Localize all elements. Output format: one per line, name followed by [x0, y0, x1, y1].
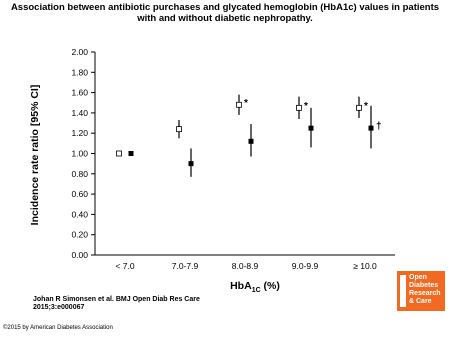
- y-tick-label: 1.80: [71, 67, 88, 78]
- x-tick-label: ≥ 10.0: [353, 261, 377, 271]
- logo-line: Diabetes: [409, 282, 439, 289]
- data-point-filled: [129, 151, 134, 156]
- chart-axes: [71, 47, 395, 271]
- y-tick-label: 1.40: [71, 107, 88, 118]
- y-tick-label: 1.00: [71, 148, 88, 159]
- significance-marker: *: [244, 97, 248, 109]
- citation-line-2: 2015;3:e000067: [33, 304, 85, 311]
- data-point-filled: [309, 126, 314, 131]
- chart-title: Association between antibiotic purchases and glycated hemoglobin (HbA1c) values in patients with and without diabetic nephropathy.: [10, 2, 440, 24]
- y-tick-label: 0.40: [71, 209, 88, 220]
- citation-line-1: Johan R Simonsen et al. BMJ Open Diab Res Care: [33, 296, 200, 303]
- chart-marks: [117, 95, 382, 177]
- y-tick-label: 0.00: [71, 250, 88, 260]
- x-tick-label: 7.0-7.9: [171, 261, 199, 271]
- data-point-open: [237, 102, 242, 107]
- y-tick-label: 0.80: [71, 168, 88, 179]
- y-tick-label: 0.60: [71, 189, 88, 200]
- logo-line: Research: [409, 290, 441, 297]
- logo-line: & Care: [409, 298, 432, 305]
- logo-line: Open: [409, 274, 427, 281]
- y-tick-label: 2.00: [71, 47, 88, 57]
- data-point-filled: [369, 126, 374, 131]
- y-tick-label: 1.60: [71, 87, 88, 98]
- citation: [33, 296, 200, 312]
- logo-text: [406, 271, 441, 311]
- data-point-open: [117, 151, 122, 156]
- x-tick-label: 8.0-8.9: [231, 261, 259, 271]
- y-tick-label: 0.20: [71, 229, 88, 240]
- copyright-notice: ©2015 by American Diabetes Association: [3, 325, 113, 331]
- significance-marker: †: [376, 121, 382, 133]
- data-point-open: [177, 127, 182, 132]
- y-axis-label: Incidence rate ratio [95% CI]: [29, 84, 41, 226]
- x-tick-label: 9.0-9.9: [291, 261, 319, 271]
- journal-logo: [397, 271, 445, 311]
- data-point-filled: [189, 161, 194, 166]
- data-point-open: [297, 105, 302, 110]
- x-axis-label: HbA$_{1C}$ (%): [230, 280, 280, 294]
- data-point-filled: [249, 139, 254, 144]
- y-tick-label: 1.20: [71, 128, 88, 139]
- significance-marker: *: [304, 100, 308, 112]
- significance-marker: *: [364, 100, 368, 112]
- x-tick-label: < 7.0: [115, 261, 135, 271]
- data-point-open: [357, 105, 362, 110]
